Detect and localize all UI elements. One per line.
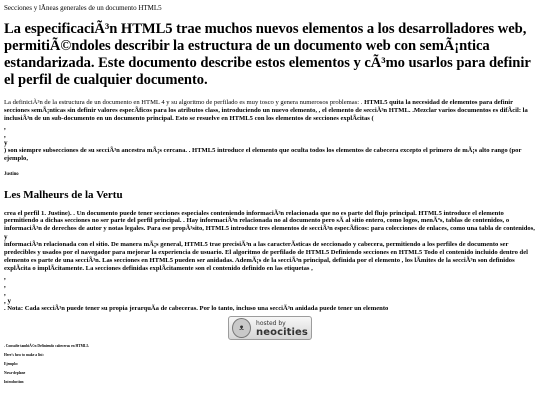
- brand-label: neocities: [256, 326, 308, 338]
- footer-line: Nova-deplane: [4, 370, 26, 375]
- neocities-link[interactable]: [228, 316, 312, 340]
- separator-mark: ,: [4, 288, 6, 297]
- paragraph-three: crea el perfil 1. Justine). . Un documento puede tener secciones especiales conteniendo informaciÃ³n relacionada que no es parte del flujo principal. HTML5 introduce el elemento permitiendo a dichas secciones no ser parte del perfil principal. . Hay informaciÃ³n relacionada no al documento pero sÃ al sitio entero, como logos, menÃºs, tablas de contenidos, o informaciÃ³n de derechos de autor y notas legales. Para ese propÃ³sito, HTML5 introduce tres elementos de secciÃ³n especÃficos: para colecciones de enlaces, como una tabla de contenidos,: [4, 209, 535, 233]
- footer-line: Here's how to make a list:: [4, 352, 44, 357]
- footer-line: Ejemplo:: [4, 361, 19, 366]
- paragraph-four: informaciÃ³n relacionada con el sitio. De manera mÃ¡s general, HTML5 trae precisiÃ³n a las caracterÃsticas de seccionado y cabecera, permitiendo a los perfiles de documento ser predecibles y usados por el navegador para mejorar la experiencia de usuario. El algoritmo de perfilado de HTML5 Definiendo secciones en HTML5 Todo el contenido incluido dentro del elemento es parte de una secciÃ³n. Las secciones en HTML5 pueden ser anidadas. AdemÃ¡s de la secciÃ³n principal, definida por el elemento , los lÃmites de la secciÃ³n son definidos explÃcita o implÃcitamente. La secciones definidas explÃcitamente son el contenido definido en las etiquetas ,: [4, 241, 528, 272]
- separator-mark: y: [4, 138, 8, 147]
- footer-line: . Consulte tambiÃ©n Definiendo cabeceras en HTML5.: [4, 343, 90, 348]
- footer-line: Introduction: [4, 379, 24, 384]
- intro-paragraph: [4, 99, 536, 123]
- neocities-cat-icon: ᴥ: [232, 318, 251, 338]
- subheading: Les Malheurs de la Vertu: [4, 188, 123, 201]
- intro-bold-text: HTML5 quita la necesidad de elementos para definir secciones semÃ¡nticas sin definir valores especÃficos para los atributos class, introduciendo un nuevo elemento, , el elemento de secciÃ³n HTML. .Mezclar varios documentos es difÃcil: la inclusiÃ³n de un sub-documento en un documento principal. Esto se resuelve en HTML5 con los elementos de secciones explÃcitas (: [4, 99, 528, 122]
- page-title: La especificaciÃ³n HTML5 trae muchos nuevos elementos a los desarrolladores web, permitiÃ©ndoles describir la estructura de un documento web con semÃ¡ntica estandarizada. Este documento describe estos elementos y cÃ³mo usarlos para definir el perfil de cualquier documento.: [4, 21, 531, 88]
- separator-mark: ,: [4, 122, 6, 131]
- separator-mark: , y: [4, 296, 11, 305]
- small-note: Justino: [4, 171, 19, 177]
- separator-mark: ,: [4, 130, 6, 139]
- paragraph-five: . Nota: Cada secciÃ³n puede tener su propia jerarquÃa de cabeceras. Por lo tanto, incluso una secciÃ³n anidada puede tener un elemento: [4, 304, 389, 312]
- separator-mark: ,: [4, 280, 6, 289]
- badge-text: [256, 319, 308, 337]
- intro-plain-text: La definiciÃ³n de la estructura de un documento en HTML 4 y su algoritmo de perfilado es muy tosco y genera numerosos problemas: .: [4, 99, 363, 106]
- breadcrumb: Secciones y lÃneas generales de un documento HTML5: [4, 4, 162, 12]
- separator-mark: ,: [4, 272, 6, 281]
- paragraph-two: ) son siempre subsecciones de su secciÃ³n ancestra mÃ¡s cercana. . HTML5 introduce el elemento que oculta todos los elementos de cabecera excepto el primero de mÃ¡s alto rango (por ejemplo,: [4, 146, 522, 162]
- hosted-by-badge[interactable]: [4, 316, 536, 340]
- separator-mark: y: [4, 233, 8, 242]
- hosted-label: hosted by: [256, 319, 286, 327]
